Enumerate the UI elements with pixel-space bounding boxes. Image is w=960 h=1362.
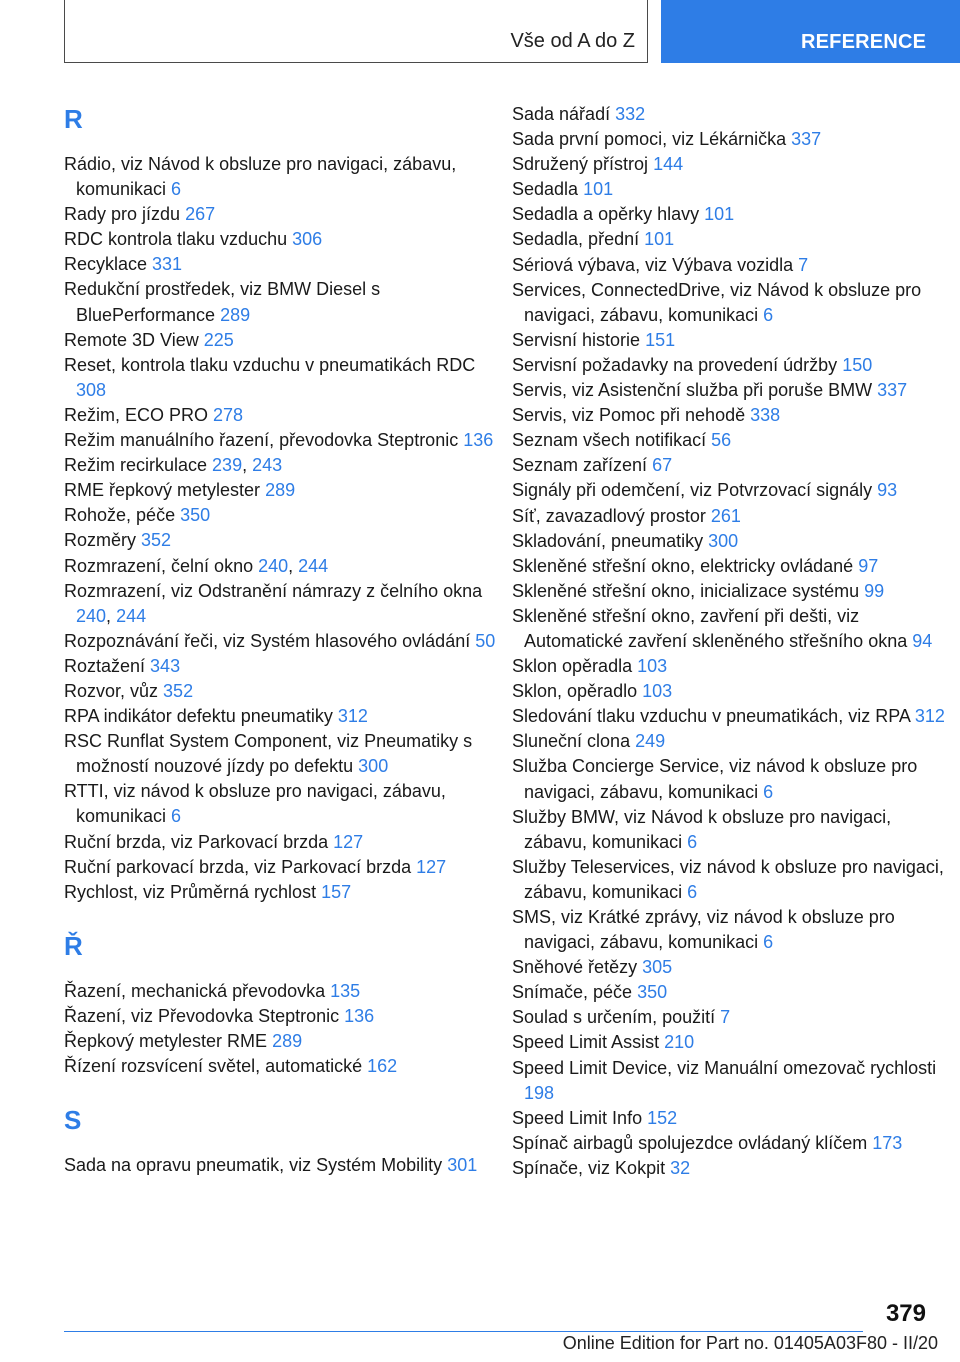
index-entry	[512, 403, 952, 428]
index-entry	[64, 855, 504, 880]
index-entry-text: Režim recirkulace	[64, 455, 213, 476]
page-reference-link[interactable]: 240	[258, 555, 289, 576]
page-reference-link[interactable]: 337	[791, 129, 822, 150]
index-entry-text: RDC kontrola tlaku vzduchu	[64, 229, 293, 250]
page-reference-link[interactable]: 240	[76, 605, 107, 626]
index-entry-text: Rozpoznávání řeči, viz Systém hlasového ovládání	[64, 630, 476, 651]
index-entry-text: Sklon opěradla	[512, 656, 638, 677]
page-reference-link[interactable]: 350	[637, 982, 668, 1003]
index-entry-text: Speed Limit Assist	[512, 1032, 665, 1053]
index-entry	[512, 328, 952, 353]
page-reference-link[interactable]: 101	[583, 179, 614, 200]
header-section-box	[64, 0, 648, 63]
page-reference-link[interactable]: 337	[877, 380, 908, 401]
page-reference-link[interactable]: 32	[670, 1157, 691, 1178]
index-entry	[512, 278, 952, 328]
index-column-right	[512, 102, 952, 1181]
index-entry	[512, 1056, 952, 1106]
page-reference-link[interactable]: 151	[645, 329, 676, 350]
index-entry	[512, 554, 952, 579]
index-entry	[512, 805, 952, 855]
page-reference-link[interactable]: 56	[711, 430, 732, 451]
page-reference-link[interactable]: 50	[475, 630, 496, 651]
page-number: 379	[885, 1300, 926, 1327]
index-entry-text: Skleněné střešní okno, inicializace systému	[512, 580, 865, 601]
page-reference-link[interactable]: 244	[116, 605, 147, 626]
index-entry	[512, 855, 952, 905]
index-letter-heading: S	[64, 1105, 82, 1136]
page-reference-link[interactable]: 127	[333, 831, 364, 852]
index-entry-text: Snímače, péče	[512, 982, 638, 1003]
index-entry	[512, 1030, 952, 1055]
index-entry	[64, 629, 504, 654]
page-reference-link[interactable]: 343	[150, 655, 181, 676]
index-entry	[512, 177, 952, 202]
page-reference-link[interactable]: 312	[337, 706, 368, 727]
page-reference-link[interactable]: 99	[864, 580, 885, 601]
index-entry	[64, 654, 504, 679]
index-entry-text: Sedadla, přední	[512, 229, 645, 250]
index-entry-text: Režim manuálního řazení, převodovka Steptronic	[64, 430, 464, 451]
index-entry	[512, 980, 952, 1005]
index-entry-text: Seznam zařízení	[512, 455, 653, 476]
index-entry	[512, 1131, 952, 1156]
index-entry-text: Rohože, péče	[64, 505, 181, 526]
index-entry-text: Síť, zavazadlový prostor	[512, 505, 711, 526]
page-reference-link[interactable]: 243	[252, 455, 283, 476]
page-reference-link[interactable]: 300	[358, 756, 389, 777]
page-reference-link[interactable]: 101	[644, 229, 675, 250]
index-entry	[512, 729, 952, 754]
index-entry	[512, 378, 952, 403]
page-reference-link[interactable]: 6	[763, 932, 774, 953]
page-reference-link[interactable]: 103	[642, 681, 673, 702]
section-spacer	[64, 963, 504, 979]
page-reference-link[interactable]: 300	[708, 530, 739, 551]
page-reference-link[interactable]: 6	[763, 304, 774, 325]
page-reference-link[interactable]: 6	[171, 179, 182, 200]
footer-divider	[64, 1331, 863, 1332]
index-entry	[64, 679, 504, 704]
index-entry	[512, 604, 952, 654]
page-reference-link[interactable]: 312	[914, 706, 945, 727]
index-entry-text: Sklon, opěradlo	[512, 681, 643, 702]
index-entry	[512, 353, 952, 378]
page-reference-link[interactable]: 338	[750, 405, 781, 426]
index-entry	[512, 504, 952, 529]
index-entry-text: Služby Teleservices, viz návod k obsluze pro navigaci, zábavu, komunikaci	[512, 856, 944, 902]
index-entry-text: Rádio, viz Návod k obsluze pro navigaci, zábavu, komunikaci	[64, 154, 457, 200]
index-entry-text: Roztažení	[64, 655, 151, 676]
index-entry-text: Redukční prostředek, viz BMW Diesel s BluePerformance	[64, 279, 381, 325]
index-entry-text: Servis, viz Asistenční služba při poruše BMW	[512, 380, 878, 401]
index-entry	[512, 579, 952, 604]
index-entry	[512, 955, 952, 980]
index-entry-text: Reset, kontrola tlaku vzduchu v pneumatikách RDC	[64, 354, 476, 375]
page-reference-link[interactable]: 97	[858, 555, 879, 576]
index-entry-text: RSC Runflat System Component, viz Pneumatiky s možností nouzové jízdy po defektu	[64, 731, 473, 777]
index-entry-text: Rozmrazení, čelní okno	[64, 555, 259, 576]
index-entry-text: Servisní požadavky na provedení údržby	[512, 354, 843, 375]
index-entry: Rozmrazení, čelní okno 240, 244	[64, 555, 329, 576]
index-entry	[64, 202, 504, 227]
page-reference-link[interactable]: 305	[642, 957, 673, 978]
index-entry-text: Rozmrazení, viz Odstranění námrazy z čelního okna	[64, 580, 483, 601]
page-reference-link[interactable]: 101	[704, 204, 735, 225]
index-entry-text: Sada nářadí	[512, 104, 616, 124]
page-reference-link[interactable]: 103	[637, 656, 668, 677]
index-entry-text: RPA indikátor defektu pneumatiky	[64, 706, 338, 727]
index-entry-text: Rozměry	[64, 530, 142, 551]
index-entry	[64, 830, 504, 855]
page-reference-link[interactable]: 244	[298, 555, 329, 576]
page-reference-link[interactable]: 67	[652, 455, 673, 476]
page-reference-link[interactable]: 6	[687, 881, 698, 902]
index-entry	[64, 252, 504, 277]
index-entry-text: Signály při odemčení, viz Potvrzovací signály	[512, 480, 878, 501]
index-entry-text: Soulad s určením, použití	[512, 1007, 721, 1028]
page-reference-link[interactable]: 144	[653, 154, 684, 175]
index-entry-text: Recyklace	[64, 254, 153, 275]
page-reference-link[interactable]: 198	[524, 1082, 555, 1103]
section-spacer	[64, 136, 504, 152]
index-entry: Rozmrazení, viz Odstranění námrazy z čelního okna 240, 244	[64, 580, 483, 626]
index-entry-text: Sluneční clona	[512, 731, 636, 752]
page-reference-link[interactable]: 331	[152, 254, 183, 275]
index-entry-text: Sledování tlaku vzduchu v pneumatikách, viz RPA	[512, 706, 915, 727]
page-reference-link[interactable]: 7	[720, 1007, 731, 1028]
index-entry-text: Sedadla	[512, 179, 584, 200]
page-reference-link[interactable]: 352	[163, 680, 194, 701]
page-reference-link[interactable]: 239	[212, 455, 243, 476]
index-entry-text: Spínače, viz Kokpit	[512, 1157, 671, 1178]
index-entry	[64, 428, 504, 453]
index-entry	[512, 453, 952, 478]
index-entry	[512, 253, 952, 278]
index-entry-text: Rozvor, vůz	[64, 680, 164, 701]
index-entry-text: Servisní historie	[512, 329, 646, 350]
page-reference-link[interactable]: 136	[463, 430, 494, 451]
page-reference-link[interactable]: 6	[171, 806, 182, 827]
index-entry-text: Ruční parkovací brzda, viz Parkovací brzda	[64, 856, 417, 877]
index-entry-text: SMS, viz Krátké zprávy, viz návod k obsluze pro navigaci, zábavu, komunikaci	[512, 907, 895, 953]
page-reference-link[interactable]: 278	[213, 404, 244, 425]
category-label: REFERENCE	[801, 31, 927, 53]
page-reference-link[interactable]: 94	[912, 630, 933, 651]
index-entry	[512, 529, 952, 554]
footer-edition: Online Edition for Part no. 01405A03F80 - II/20	[562, 1333, 938, 1353]
page-reference-link[interactable]: 289	[220, 304, 251, 325]
index-entry-text: Seznam všech notifikací	[512, 430, 712, 451]
index-entry	[64, 1004, 504, 1029]
index-entry-text: Servis, viz Pomoc při nehodě	[512, 405, 751, 426]
index-letter-heading: Ř	[64, 930, 83, 961]
index-entry	[64, 1054, 504, 1079]
index-entry-text: Sedadla a opěrky hlavy	[512, 204, 705, 225]
index-entry	[64, 1153, 504, 1178]
index-entry	[64, 880, 504, 905]
page-reference-link[interactable]: 150	[842, 354, 873, 375]
index-entry-text: RME řepkový metylester	[64, 480, 266, 501]
page-reference-link[interactable]: 308	[76, 379, 107, 400]
index-entry	[64, 227, 504, 252]
index-entry	[512, 754, 952, 804]
index-entry-text: Rychlost, viz Průměrná rychlost	[64, 881, 322, 902]
index-entry-text: Režim, ECO PRO	[64, 404, 214, 425]
index-entry	[64, 979, 504, 1004]
index-entry-text: Services, ConnectedDrive, viz Návod k obsluze pro navigaci, zábavu, komunikaci	[512, 279, 922, 325]
index-entry-text: Sada na opravu pneumatik, viz Systém Mobility	[64, 1155, 448, 1176]
index-entry	[512, 1156, 952, 1181]
index-entry	[512, 654, 952, 679]
index-entry	[512, 227, 952, 252]
index-entry-text: Řízení rozsvícení světel, automatické	[64, 1056, 368, 1077]
index-entry-text: Spínač airbagů spolujezdce ovládaný klíčem	[512, 1132, 873, 1153]
page-reference-link[interactable]: 332	[615, 104, 646, 124]
section-spacer	[64, 1137, 504, 1153]
index-entry	[64, 403, 504, 428]
page-reference-link[interactable]: 225	[203, 329, 234, 350]
index-entry-text: Skleněné střešní okno, elektricky ovládané	[512, 555, 859, 576]
page-reference-link[interactable]: 6	[763, 781, 774, 802]
index-entry-text: Sdružený přístroj	[512, 154, 654, 175]
index-entry	[64, 478, 504, 503]
page-reference-link[interactable]: 135	[330, 980, 361, 1001]
index-entry: Režim recirkulace 239, 243	[64, 455, 283, 476]
index-entry	[512, 478, 952, 503]
index-entry	[64, 503, 504, 528]
header-category-tab[interactable]	[661, 0, 960, 63]
index-entry-text: Skleněné střešní okno, zavření při dešti, viz Automatické zavření skleněného střešního okna	[512, 605, 913, 651]
page-reference-link[interactable]: 289	[265, 480, 296, 501]
index-entry-text: Rady pro jízdu	[64, 204, 186, 225]
page-reference-link[interactable]: 306	[292, 229, 323, 250]
index-entry-text: Řepkový metylester RME	[64, 1031, 273, 1051]
index-entry-text: Sada první pomoci, viz Lékárnička	[512, 129, 792, 150]
index-entry-text: Speed Limit Info	[512, 1107, 648, 1128]
index-entry-text: Remote 3D View	[64, 329, 204, 350]
page-reference-link[interactable]: 6	[687, 831, 698, 852]
page-reference-link[interactable]: 93	[877, 480, 898, 501]
index-entry	[512, 102, 952, 127]
section-spacer	[64, 1079, 504, 1103]
index-entry-text: Sériová výbava, viz Výbava vozidla	[512, 254, 799, 275]
index-entry-text: Skladování, pneumatiky	[512, 530, 709, 551]
index-column-left	[64, 102, 504, 1178]
index-entry	[512, 202, 952, 227]
index-entry	[64, 729, 504, 779]
page-reference-link[interactable]: 157	[321, 881, 352, 902]
index-entry-text: Řazení, mechanická převodovka	[64, 980, 331, 1001]
index-entry	[64, 328, 504, 353]
index-entry-text: Řazení, viz Převodovka Steptronic	[64, 1005, 345, 1026]
page-reference-link[interactable]: 152	[647, 1107, 678, 1128]
index-entry	[512, 905, 952, 955]
page-reference-link[interactable]: 267	[185, 204, 216, 225]
page-reference-link[interactable]: 261	[710, 505, 741, 526]
index-entry	[64, 704, 504, 729]
page-reference-link[interactable]: 350	[180, 505, 211, 526]
page-reference-link[interactable]: 301	[447, 1155, 478, 1176]
index-entry-text: Služby BMW, viz Návod k obsluze pro navigaci, zábavu, komunikaci	[512, 806, 892, 852]
page-reference-link[interactable]: 162	[367, 1056, 398, 1077]
index-entry	[64, 152, 504, 202]
index-entry	[512, 152, 952, 177]
index-entry-text: Sněhové řetězy	[512, 957, 643, 978]
page-reference-link[interactable]: 127	[416, 856, 447, 877]
index-entry-text: Služba Concierge Service, viz návod k obsluze pro navigaci, zábavu, komunikaci	[512, 756, 918, 802]
index-letter-heading: R	[64, 104, 83, 134]
index-entry	[512, 127, 952, 152]
section-title: Vše od A do Z	[510, 30, 635, 52]
index-entry-text: Speed Limit Device, viz Manuální omezovač rychlosti	[512, 1057, 937, 1078]
index-entry	[64, 779, 504, 829]
index-entry	[512, 704, 952, 729]
index-entry	[512, 1106, 952, 1131]
page-reference-link[interactable]: 249	[635, 731, 666, 752]
index-entry	[64, 353, 504, 403]
page-reference-link[interactable]: 210	[664, 1032, 695, 1053]
index-entry	[512, 1005, 952, 1030]
index-entry	[64, 1029, 504, 1054]
section-spacer	[64, 905, 504, 929]
page-reference-link[interactable]: 136	[344, 1005, 375, 1026]
index-entry-text: Ruční brzda, viz Parkovací brzda	[64, 831, 334, 852]
index-entry	[512, 428, 952, 453]
index-entry	[64, 277, 504, 327]
index-entry	[512, 679, 952, 704]
page-reference-link[interactable]: 7	[798, 254, 809, 275]
page-reference-link[interactable]: 173	[872, 1132, 903, 1153]
index-entry	[64, 528, 504, 553]
index-entry-text: RTTI, viz návod k obsluze pro navigaci, zábavu, komunikaci	[64, 781, 446, 827]
page-reference-link[interactable]: 289	[272, 1031, 303, 1051]
page-reference-link[interactable]: 352	[141, 530, 172, 551]
